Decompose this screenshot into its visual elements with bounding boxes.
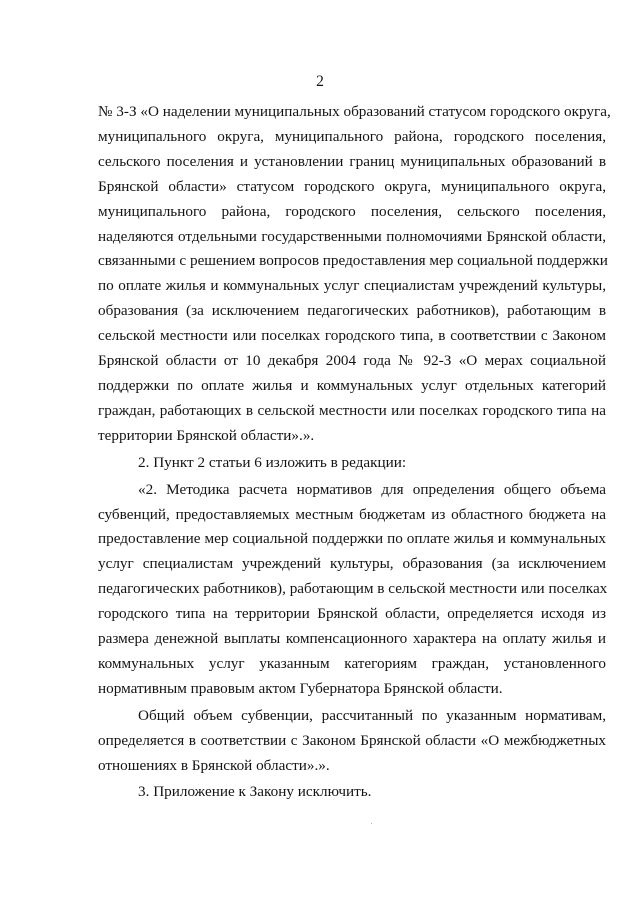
text-line: субвенций, предоставляемых местным бюджетам из областного бюджета на bbox=[98, 505, 606, 523]
paragraph-total-subvention bbox=[98, 704, 606, 779]
text-line: связанными с решением вопросов предоставления мер социальной поддержки bbox=[98, 252, 608, 270]
text-line: 3. Приложение к Закону исключить. bbox=[138, 783, 372, 801]
text-line: предоставление мер социальной поддержки по оплате жилья и коммунальных bbox=[98, 530, 606, 548]
text-line: коммунальных услуг указанным категориям граждан, установленного bbox=[98, 654, 606, 672]
text-line: «2. Методика расчета нормативов для определения общего объема bbox=[138, 480, 606, 498]
text-line: городского типа на территории Брянской области, определяется исходя из bbox=[98, 605, 606, 623]
text-line: Брянской области» статусом городского округа, муниципального округа, bbox=[98, 177, 606, 195]
text-line: сельской местности или поселках городского типа, в соответствии с Законом bbox=[98, 327, 606, 345]
paragraph-item-2 bbox=[98, 451, 606, 476]
paragraph-item-3 bbox=[98, 780, 606, 805]
text-line: муниципального района, городского поселения, сельского поселения, bbox=[98, 202, 606, 220]
text-line: нормативным правовым актом Губернатора Брянской области. bbox=[98, 679, 503, 697]
text-line: поддержки по оплате жилья и коммунальных услуг отдельных категорий bbox=[98, 376, 606, 394]
paragraph-continuation bbox=[98, 100, 611, 449]
text-line: отношениях в Брянской области».». bbox=[98, 756, 330, 774]
text-line: Брянской области от 10 декабря 2004 года № 92-З «О мерах социальной bbox=[98, 352, 606, 370]
text-line: размера денежной выплаты компенсационного характера на оплату жилья и bbox=[98, 630, 606, 648]
text-line: № 3-З «О наделении муниципальных образований статусом городского округа, bbox=[98, 103, 611, 120]
scan-speck bbox=[371, 823, 372, 824]
document-body bbox=[98, 100, 611, 805]
text-line: определяется в соответствии с Законом Брянской области «О межбюджетных bbox=[98, 731, 606, 749]
page-number: 2 bbox=[316, 73, 324, 90]
text-line: образования (за исключением педагогических работников), работающим в bbox=[98, 302, 606, 320]
text-line: 2. Пункт 2 статьи 6 изложить в редакции: bbox=[138, 453, 407, 471]
text-line: Общий объем субвенции, рассчитанный по указанным нормативам, bbox=[138, 706, 606, 724]
text-line: территории Брянской области».». bbox=[98, 426, 315, 444]
text-line: граждан, работающих в сельской местности или поселках городского типа на bbox=[98, 401, 606, 419]
paragraph-methodology bbox=[98, 478, 606, 702]
text-line: сельского поселения и установлении границ муниципальных образований в bbox=[98, 152, 606, 170]
text-line: муниципального округа, муниципального района, городского поселения, bbox=[98, 127, 606, 145]
text-line: наделяются отдельными государственными полномочиями Брянской области, bbox=[98, 227, 606, 245]
text-line: услуг специалистам учреждений культуры, образования (за исключением bbox=[98, 555, 606, 573]
text-line: по оплате жилья и коммунальных услуг специалистам учреждений культуры, bbox=[98, 277, 606, 295]
text-line: педагогических работников), работающим в сельской местности или поселках bbox=[98, 580, 608, 598]
